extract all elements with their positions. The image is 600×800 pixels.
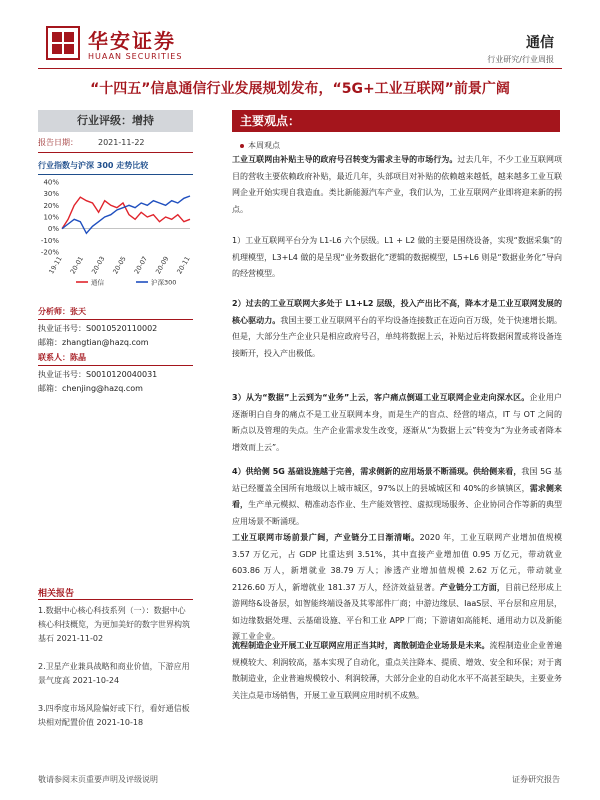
chart-title-divider [38,174,193,175]
report-title: “十四五”信息通信行业发展规划发布，“5G+工业互联网”前景广阔 [90,81,510,97]
y-tick-label: 20% [43,201,59,210]
x-tick-label: 19-11 [47,255,64,276]
analyst-2-divider [38,365,193,366]
y-tick-label: 30% [43,190,59,199]
analyst-2-email: 邮箱：chenjing@hazq.com [38,384,143,393]
x-tick-label: 20-11 [175,255,192,276]
chart-title: 行业指数与沪深 300 走势比较 [38,161,149,170]
paragraph-5 [232,464,562,530]
y-tick-label: -20% [40,248,59,257]
industry-rating: 行业评级：增持 [38,110,193,132]
related-reports-divider [38,599,193,600]
paragraph-6-lead-2: 产业链分工方面， [439,582,506,592]
y-tick-label: 10% [43,213,59,222]
x-tick-label: 20-05 [111,255,128,276]
report-date [38,137,193,148]
paragraph-3-body: 我国主要工业互联网平台的平均设备连接数正在迈向百万级，处于快速增长期。但是，大部分生产企业只是相应政府号召，单纯将数据上云，补贴过后将数据闲置或将设备连接断开，投入产出极低。 [232,315,563,358]
paragraph-5-body-2: 生产单元模拟、精准动态作业、生产能效管控、虚拟现场服务、企业协同合作等新的典型应用场景不断涌现。 [232,500,563,526]
paragraph-4 [232,390,562,456]
report-type: 行业研究/行业周报 [487,55,554,64]
related-report-1[interactable]: 1.数据中心核心科技系列（一）：数据中心核心科技概览，为更加美好的数字世界构筑基石 2021-11-02 [38,606,190,643]
paragraph-1-body: 过去几年，不少工业互联网项目的营收主要依赖政府补贴，最近几年，头部项目对补贴的依赖越来越低，越来越多工业互联网企业开始实现自我造血。类比新能源汽车产业，我们认为，工业互联网产业即将迎来新的拐点。 [232,155,563,214]
paragraph-5-lead-2: 需求侧来看， [232,483,562,509]
date-divider [38,152,193,153]
paragraph-7 [232,638,562,704]
y-tick-label: 40% [43,178,59,187]
paragraph-6-body-2: 目前已经形成上游网络&设备层，如智能终端设备及其零部件厂商；中游边缘层、IaaS层、平台层和应用层，如边缘数据处理、云基础设施、平台和工业 APP 厂商；下游诸如高能耗、通用动力以及新能源工业企业。 [232,582,563,641]
footer-report-type: 证券研究报告 [512,775,560,784]
analyst-1-license: 执业证书号：S0010520110002 [38,324,158,333]
paragraph-3-lead: 2）过去的工业互联网大多处于 L1+L2 层级，投入产出比不高，降本才是工业互联网发展的核心驱动力。 [232,299,562,325]
section-tag-label: 本周观点 [248,141,280,150]
x-tick-label: 20-03 [90,255,107,276]
analyst-2-name: 联系人：陈晶 [38,353,86,362]
related-report-2[interactable]: 2.卫星产业兼具战略和商业价值，下游应用景气度高 2021-10-24 [38,662,190,685]
report-date-value: 2021-11-22 [98,138,145,147]
legend-label: 沪深300 [151,278,177,287]
paragraph-6-body: 2020 年，工业互联网产业增加值规模 3.57 万亿元，占 GDP 比重达到 3.51%，其中直接产业增加值 0.95 万亿元，带动就业 603.86 万人，新增就业 38.79 万人；渗透产业增加值规模 2.62 万亿元，带动就业 2126.60 万人，新增就业 181.37 万人，经济效益显著。 [232,533,562,592]
analyst-1-name: 分析师：张天 [38,307,86,316]
x-tick-label: 20-07 [132,255,150,276]
footer-disclaimer: 敬请参阅末页重要声明及评级说明 [38,775,158,784]
brand-name-cn: 华安证券 [88,29,176,53]
section-tag [240,140,280,151]
paragraph-2 [232,233,562,283]
bullet-icon [240,144,244,148]
header-divider [38,68,562,69]
paragraph-1 [232,152,562,218]
series-line-hs300 [62,196,190,233]
y-tick-label: -10% [40,236,59,245]
paragraph-5-body: 我国 5G 基站已经覆盖全国所有地级以上城市城区，97%以上的县城城区和 40%的乡镇镇区， [232,467,562,493]
paragraph-2-body: 1）工业互联网平台分为 L1-L6 六个层级。L1 + L2 做的主要是围绕设备，实现“数据采集”的机理模型，L3+L4 做的是呈现“业务数据化”逻辑的数据模型，L5+L6 则是“数据业务化”导向的经营模型。 [232,236,562,278]
related-reports-list [38,604,193,744]
main-points-header: 主要观点： [232,110,560,132]
related-report-3[interactable]: 3.四季度市场风险偏好或下行，看好通信板块相对配置价值 2021-10-18 [38,704,190,727]
paragraph-5-lead: 4）供给侧 5G 基础设施越于完善，需求侧新的应用场景不断涌现。供给侧来看， [232,467,522,476]
analyst-1-divider [38,319,193,320]
paragraph-1-lead: 工业互联网由补贴主导的政府号召转变为需求主导的市场行为。 [232,155,458,164]
report-date-label: 报告日期： [38,138,78,147]
sector-label: 通信 [526,35,554,51]
related-reports-title: 相关报告 [38,589,75,599]
paragraph-6-lead: 工业互联网市场前景广阔，产业链分工日渐清晰。 [232,533,420,542]
paragraph-4-body: 企业用户逐渐明白自身的痛点不是工业互联网本身，而是生产的盲点、经营的堵点，IT 与 OT 之间的断点以及管理的失点。生产企业需求发生改变，逐渐从“为数据上云”转变为“为业务或者降本增效而上云”。 [232,393,562,452]
paragraph-4-lead: 3）从为“数据”上云到为“业务”上云，客户痛点倒逼工业互联网企业走向深水区。 [232,393,530,402]
analyst-1-email: 邮箱：zhangtian@hazq.com [38,338,149,347]
legend-label: 通信 [91,278,104,287]
paragraph-7-lead: 流程制造企业开展工业互联网应用正当其时，离散制造企业场景是未来。 [232,641,490,650]
brand-name-en: HUAAN SECURITIES [88,52,183,61]
paragraph-3 [232,296,562,362]
paragraph-7-body: 流程制造业企业普遍规模较大、利润较高，基本实现了自动化，重点关注降本、提质、增效、安全和环保；对于离散制造业，企业普遍规模较小、利润较薄，大部分企业的自动化水平不高甚至缺失，主要业务关注点是市场销售，开展工业互联网应用时机不成熟。 [232,641,563,700]
huaan-logo [46,26,80,60]
paragraph-6 [232,530,562,646]
y-tick-label: 0% [47,225,59,234]
x-tick-label: 20-01 [68,255,86,276]
analyst-2-license: 执业证书号：S0010120040031 [38,370,158,379]
x-tick-label: 20-09 [154,255,171,276]
index-comparison-chart [36,178,194,290]
